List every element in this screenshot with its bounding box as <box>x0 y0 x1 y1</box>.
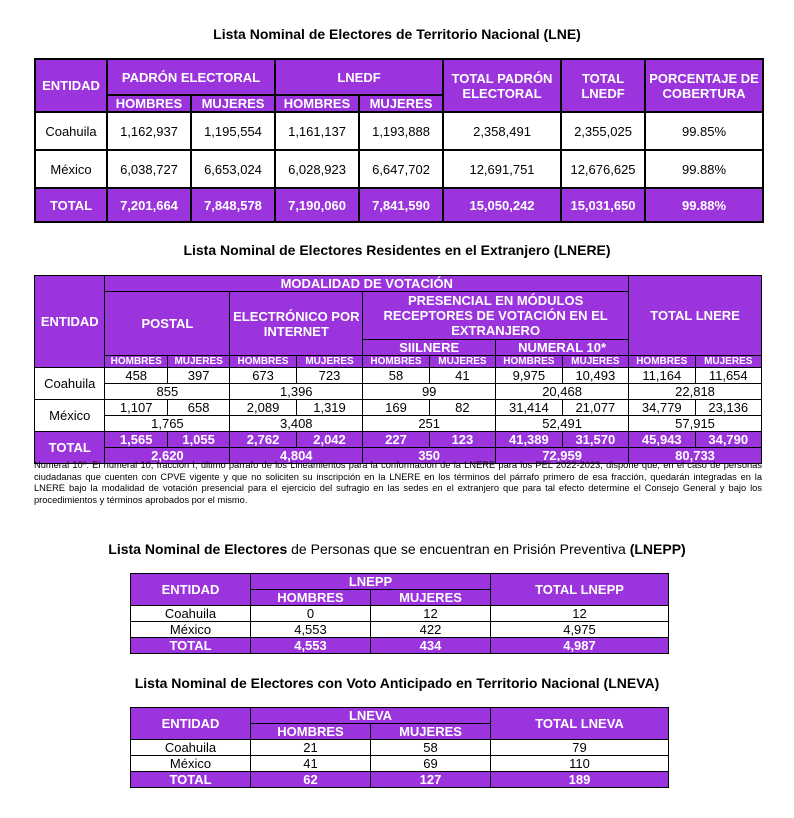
cell: 2,762 <box>230 432 296 448</box>
cell: 2,089 <box>230 400 296 416</box>
header-mujeres: MUJERES <box>371 590 491 606</box>
cell: 6,028,923 <box>275 150 359 188</box>
cell: 658 <box>167 400 229 416</box>
cell: 110 <box>491 756 669 772</box>
cell: 99.88% <box>645 150 763 188</box>
cell: 227 <box>363 432 429 448</box>
lnepp-header-total: TOTAL LNEPP <box>491 574 669 606</box>
header-mujeres: MUJERES <box>167 356 229 368</box>
lne-header-padron: PADRÓN ELECTORAL <box>107 59 275 95</box>
lnepp-title-part-2: de Personas que se encuentran en Prisión Preventiva <box>291 541 626 557</box>
cell: 4,975 <box>491 622 669 638</box>
lnere-header-modalidad: MODALIDAD DE VOTACIÓN <box>105 276 629 292</box>
cell-entidad: Coahuila <box>131 740 251 756</box>
cell: 7,841,590 <box>359 188 443 222</box>
cell: 6,647,702 <box>359 150 443 188</box>
cell: 41,389 <box>496 432 562 448</box>
cell: 723 <box>296 368 362 384</box>
lnere-header-postal: POSTAL <box>105 292 230 356</box>
cell: 99.88% <box>645 188 763 222</box>
cell: 57,915 <box>629 416 762 432</box>
lnere-header-presencial: PRESENCIAL EN MÓDULOS RECEPTORES DE VOTACIÓN EN EL EXTRANJERO <box>363 292 629 340</box>
cell-entidad: México <box>35 400 105 432</box>
table-row <box>131 622 669 638</box>
cell: 79 <box>491 740 669 756</box>
cell: 2,620 <box>105 448 230 464</box>
lnepp-table <box>130 573 669 654</box>
cell: 15,050,242 <box>443 188 561 222</box>
cell: 31,414 <box>496 400 562 416</box>
numeral-footnote: Numeral 10*: El numeral 10, fracción I, último párrafo de los Lineamientos para la conformación de la LNERE para los PEL 2022-2023, dispone que, en el caso de personas ciudadanas que cuenten con CPVE vigente y que no soliciten su inscripción en la LNERE en los términos del párrafo primero de esa fracción, quedarán integradas en la LNERE bajo la modalidad de votación presencial para el ejercicio del sufragio en las sedes en el extranjero que para tal efecto determine el Consejo General y bajo los procedimientos y términos aprobados por el mismo. <box>34 460 762 505</box>
header-mujeres: MUJERES <box>429 356 495 368</box>
lnere-header-siilnere: SIILNERE <box>363 340 496 356</box>
cell: 1,565 <box>105 432 167 448</box>
lnepp-title <box>0 541 794 557</box>
cell: 45,943 <box>629 432 695 448</box>
lnere-header-total: TOTAL LNERE <box>629 276 762 356</box>
header-mujeres: MUJERES <box>371 724 491 740</box>
cell: 34,790 <box>695 432 762 448</box>
table-row <box>35 400 762 416</box>
cell: 458 <box>105 368 167 384</box>
cell: 12,691,751 <box>443 150 561 188</box>
cell: 422 <box>371 622 491 638</box>
lne-header-lnedf: LNEDF <box>275 59 443 95</box>
cell: 80,733 <box>629 448 762 464</box>
cell: 1,161,137 <box>275 112 359 150</box>
cell-entidad: Coahuila <box>131 606 251 622</box>
table-row <box>35 112 763 150</box>
cell: 7,848,578 <box>191 188 275 222</box>
cell: 0 <box>251 606 371 622</box>
lnepp-title-part-1: Lista Nominal de Electores <box>108 541 288 557</box>
cell: 99 <box>363 384 496 400</box>
cell: 10,493 <box>562 368 628 384</box>
cell: 31,570 <box>562 432 628 448</box>
cell: 82 <box>429 400 495 416</box>
table-row <box>131 756 669 772</box>
header-mujeres: MUJERES <box>562 356 628 368</box>
cell: 12,676,625 <box>561 150 645 188</box>
cell-entidad: Coahuila <box>35 112 107 150</box>
cell-entidad: TOTAL <box>131 772 251 788</box>
cell-entidad: Coahuila <box>35 368 105 400</box>
table-row <box>131 606 669 622</box>
header-hombres: HOMBRES <box>105 356 167 368</box>
cell: 58 <box>371 740 491 756</box>
total-row <box>131 772 669 788</box>
lne-header-hombres: HOMBRES <box>275 95 359 112</box>
header-hombres: HOMBRES <box>251 590 371 606</box>
cell: 9,975 <box>496 368 562 384</box>
header-hombres: HOMBRES <box>363 356 429 368</box>
cell: 21 <box>251 740 371 756</box>
header-hombres: HOMBRES <box>496 356 562 368</box>
cell-entidad: TOTAL <box>35 432 105 464</box>
cell: 11,164 <box>629 368 695 384</box>
lne-header-mujeres: MUJERES <box>191 95 275 112</box>
lnere-header-electronico: ELECTRÓNICO POR INTERNET <box>230 292 363 356</box>
lne-table <box>34 58 764 223</box>
cell-entidad: México <box>131 756 251 772</box>
cell: 3,408 <box>230 416 363 432</box>
cell: 4,987 <box>491 638 669 654</box>
cell: 123 <box>429 432 495 448</box>
table-row <box>35 384 762 400</box>
cell: 251 <box>363 416 496 432</box>
cell: 58 <box>363 368 429 384</box>
header-hombres: HOMBRES <box>230 356 296 368</box>
cell: 22,818 <box>629 384 762 400</box>
lnere-header-numeral: NUMERAL 10* <box>496 340 629 356</box>
header-mujeres: MUJERES <box>695 356 762 368</box>
table-row <box>35 368 762 384</box>
cell: 20,468 <box>496 384 629 400</box>
lneva-table <box>130 707 669 788</box>
cell: 52,491 <box>496 416 629 432</box>
cell: 855 <box>105 384 230 400</box>
cell: 62 <box>251 772 371 788</box>
cell: 1,765 <box>105 416 230 432</box>
cell: 72,959 <box>496 448 629 464</box>
cell: 1,193,888 <box>359 112 443 150</box>
cell: 15,031,650 <box>561 188 645 222</box>
cell: 11,654 <box>695 368 762 384</box>
lnere-title: Lista Nominal de Electores Residentes en el Extranjero (LNERE) <box>183 242 611 258</box>
cell: 1,396 <box>230 384 363 400</box>
cell: 169 <box>363 400 429 416</box>
cell: 1,055 <box>167 432 229 448</box>
total-row <box>35 432 762 448</box>
lneva-header-entidad: ENTIDAD <box>131 708 251 740</box>
cell: 673 <box>230 368 296 384</box>
cell-entidad: TOTAL <box>131 638 251 654</box>
cell: 41 <box>429 368 495 384</box>
cell: 6,653,024 <box>191 150 275 188</box>
lneva-header-lneva: LNEVA <box>251 708 491 724</box>
cell: 6,038,727 <box>107 150 191 188</box>
cell: 23,136 <box>695 400 762 416</box>
cell: 397 <box>167 368 229 384</box>
total-row <box>131 638 669 654</box>
cell: 34,779 <box>629 400 695 416</box>
lneva-title: Lista Nominal de Electores con Voto Anticipado en Territorio Nacional (LNEVA) <box>134 675 660 691</box>
lne-header-total-padron: TOTAL PADRÓN ELECTORAL <box>443 59 561 112</box>
total-row <box>35 188 763 222</box>
cell: 2,355,025 <box>561 112 645 150</box>
lne-header-hombres: HOMBRES <box>107 95 191 112</box>
cell: 2,358,491 <box>443 112 561 150</box>
cell-entidad: México <box>131 622 251 638</box>
cell: 12 <box>491 606 669 622</box>
cell: 350 <box>363 448 496 464</box>
cell-entidad: México <box>35 150 107 188</box>
cell: 21,077 <box>562 400 628 416</box>
header-mujeres: MUJERES <box>296 356 362 368</box>
cell-entidad: TOTAL <box>35 188 107 222</box>
cell: 4,804 <box>230 448 363 464</box>
cell: 69 <box>371 756 491 772</box>
lne-header-porcentaje: PORCENTAJE DE COBERTURA <box>645 59 763 112</box>
lnepp-title-part-3: (LNEPP) <box>629 541 686 557</box>
cell: 1,195,554 <box>191 112 275 150</box>
table-row <box>35 416 762 432</box>
cell: 2,042 <box>296 432 362 448</box>
cell: 12 <box>371 606 491 622</box>
cell: 127 <box>371 772 491 788</box>
lne-title: Lista Nominal de Electores de Territorio Nacional (LNE) <box>213 26 581 42</box>
cell: 7,190,060 <box>275 188 359 222</box>
cell: 434 <box>371 638 491 654</box>
cell: 1,107 <box>105 400 167 416</box>
cell: 4,553 <box>251 622 371 638</box>
lne-header-total-lnedf: TOTAL LNEDF <box>561 59 645 112</box>
lnere-header-entidad: ENTIDAD <box>35 276 105 368</box>
cell: 41 <box>251 756 371 772</box>
cell: 7,201,664 <box>107 188 191 222</box>
cell: 1,162,937 <box>107 112 191 150</box>
lne-header-mujeres: MUJERES <box>359 95 443 112</box>
header-hombres: HOMBRES <box>251 724 371 740</box>
lneva-header-total: TOTAL LNEVA <box>491 708 669 740</box>
lnere-table <box>34 275 762 464</box>
header-hombres: HOMBRES <box>629 356 695 368</box>
cell: 189 <box>491 772 669 788</box>
cell: 1,319 <box>296 400 362 416</box>
cell: 99.85% <box>645 112 763 150</box>
table-row <box>131 740 669 756</box>
lne-header-entidad: ENTIDAD <box>35 59 107 112</box>
cell: 4,553 <box>251 638 371 654</box>
lnepp-header-lnepp: LNEPP <box>251 574 491 590</box>
lnepp-header-entidad: ENTIDAD <box>131 574 251 606</box>
table-row <box>35 150 763 188</box>
